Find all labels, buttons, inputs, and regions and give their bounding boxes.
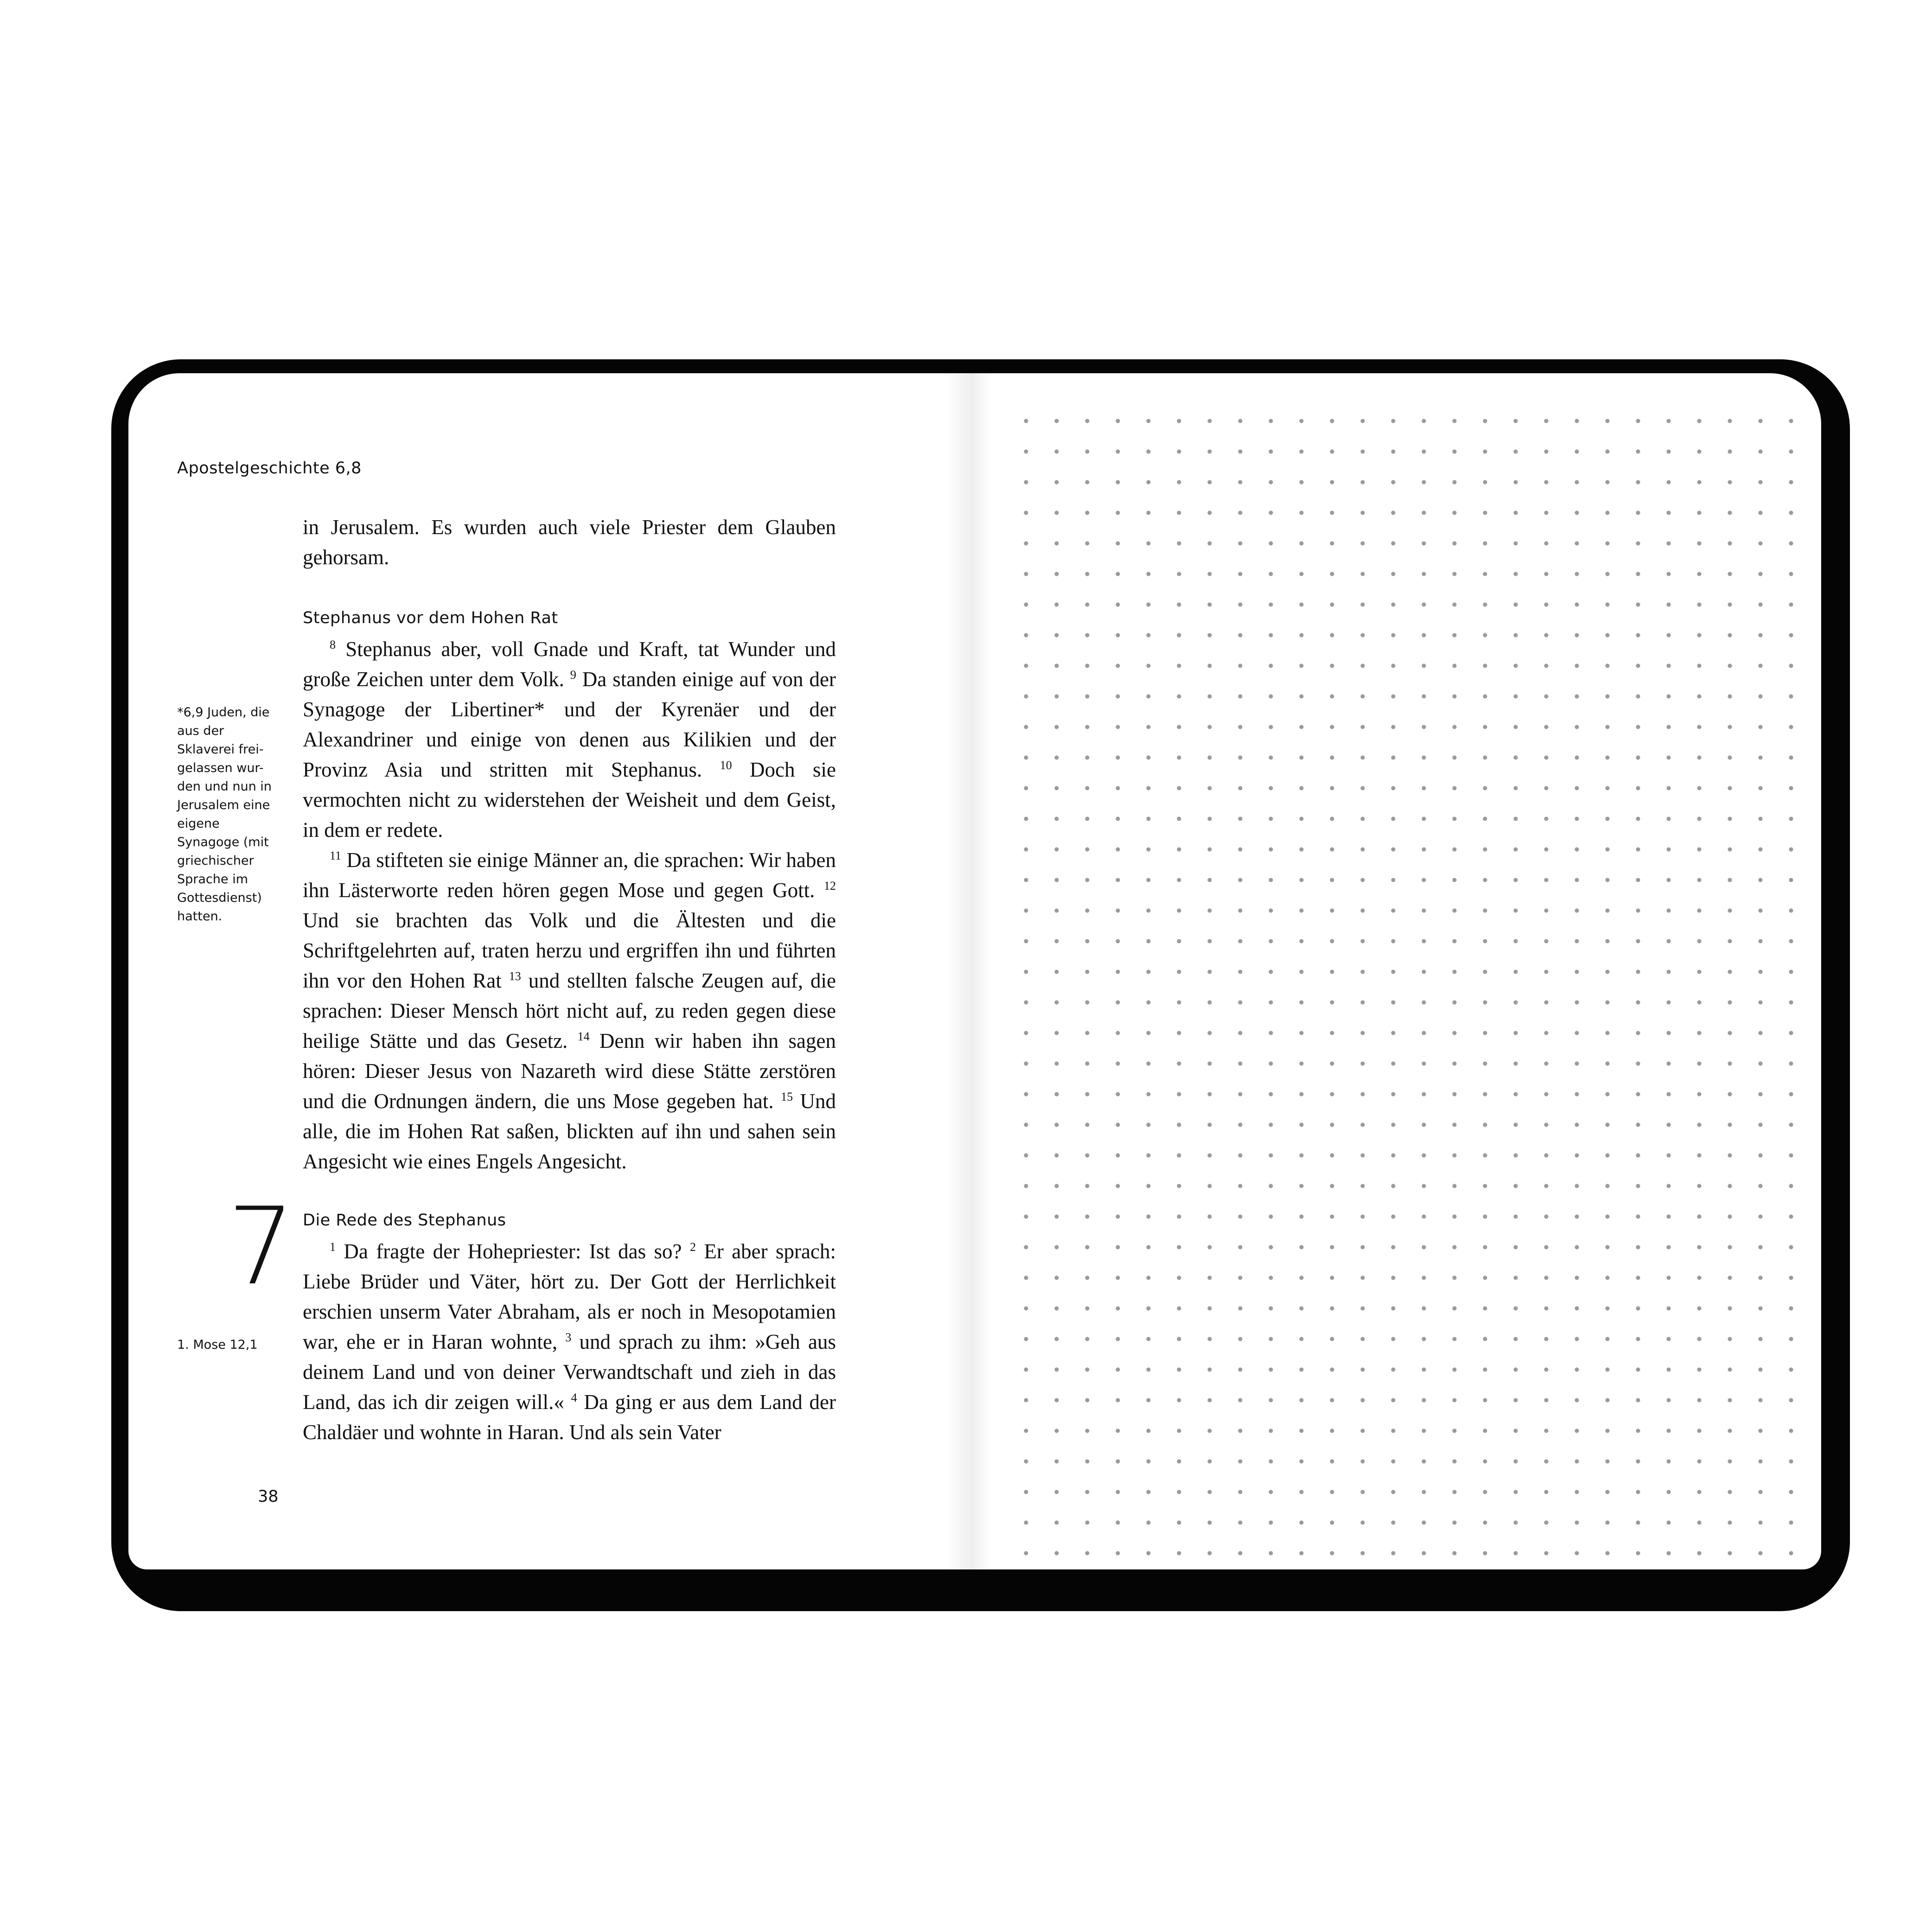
paragraph: [303, 634, 836, 845]
running-head: Apostelgeschichte 6,8: [177, 459, 362, 478]
section2-body: [303, 1237, 836, 1447]
verse-number: 13: [509, 969, 521, 983]
margin-note-libertiner: *6,9 Juden, die aus der Sklaverei frei-gelassen wur-den und nun in Jerusalem eine eigene Synagoge (mit griechischer Sprache im Gottesdienst) hatten.: [177, 705, 272, 924]
verse-number: 3: [565, 1331, 572, 1344]
verse-text: Doch sie vermochten nicht zu widerstehen der Weisheit und dem Geist, in dem er redete.: [303, 758, 836, 842]
verse-text: Da fragte der Hohepriester: Ist das so?: [336, 1240, 690, 1263]
page-number: 38: [258, 1487, 279, 1506]
verse-text: Da stifteten sie einige Männer an, die sprachen: Wir haben ihn Lästerworte reden hören gegen Mose und gegen Gott.: [303, 848, 836, 902]
verse-number: 10: [720, 759, 732, 772]
chapter-number: 7: [227, 1185, 295, 1309]
verse-number: 2: [689, 1240, 696, 1254]
verse-text: und sprach zu ihm: »Geh aus deinem Land und von deiner Verwandtschaft und zieh in das Land, das ich dir zeigen will.«: [303, 1330, 836, 1414]
verse-text: Stephanus aber, voll Gnade und Kraft, tat Wunder und große Zeichen unter dem Volk.: [303, 638, 836, 691]
gutter-shadow: [946, 373, 974, 1569]
verse-text: Und sie brachten das Volk und die Ältesten und die Schriftgelehrten auf, traten herzu und ergriffen ihn und führten ihn vor den Hohen Rat: [303, 909, 836, 992]
section-heading-stephanus-vor-dem-hohen-rat: Stephanus vor dem Hohen Rat: [303, 609, 558, 627]
verse-number: 12: [824, 879, 836, 893]
verse-number: 1: [330, 1240, 336, 1254]
verse-text: Er aber sprach: Liebe Brüder und Väter, hört zu. Der Gott der Herrlichkeit erschien unserm Vater Abraham, als er noch in Mesopotamien war, ehe er in Haran wohnte,: [303, 1240, 836, 1353]
gutter-shadow-right: [974, 373, 992, 1569]
verse-number: 8: [330, 638, 336, 651]
verse-number: 4: [571, 1391, 577, 1404]
dot-grid-pattern: [1011, 406, 1799, 1556]
verse-text: Da ging er aus dem Land der Chaldäer und wohnte in Haran. Und als sein Vater: [303, 1390, 836, 1444]
paragraph: [303, 845, 836, 1177]
verse-text: Und alle, die im Hohen Rat saßen, blickten auf ihn und sahen sein Angesicht wie eines Engels Angesicht.: [303, 1090, 836, 1173]
verse-text: und stellten falsche Zeugen auf, die sprachen: Dieser Mensch hört nicht auf, zu reden gegen diese heilige Stätte und das Gesetz.: [303, 969, 836, 1052]
verse-text: Denn wir haben ihn sagen hören: Dieser Jesus von Nazareth wird diese Stätte zerstören und die Ordnungen ändern, die uns Mose gegeben hat.: [303, 1029, 836, 1113]
section1-body: [303, 634, 836, 1177]
verse-number: 15: [781, 1090, 793, 1103]
intro-paragraph: in Jerusalem. Es wurden auch viele Priester dem Glauben gehorsam.: [303, 516, 836, 569]
intro-text: [303, 512, 836, 573]
verse-number: 14: [577, 1030, 590, 1043]
verse-number: 11: [330, 849, 342, 862]
verse-text: Da standen einige auf von der Synagoge der Libertiner* und der Kyrenäer und der Alexandriner und einige von denen aus Kilikien und der Provinz Asia und stritten mit Stephanus.: [303, 668, 836, 781]
section-heading-die-rede-des-stephanus: Die Rede des Stephanus: [303, 1211, 506, 1230]
paragraph: [303, 1237, 836, 1447]
verse-number: 9: [570, 668, 576, 682]
cross-reference: 1. Mose 12,1: [177, 1338, 258, 1352]
